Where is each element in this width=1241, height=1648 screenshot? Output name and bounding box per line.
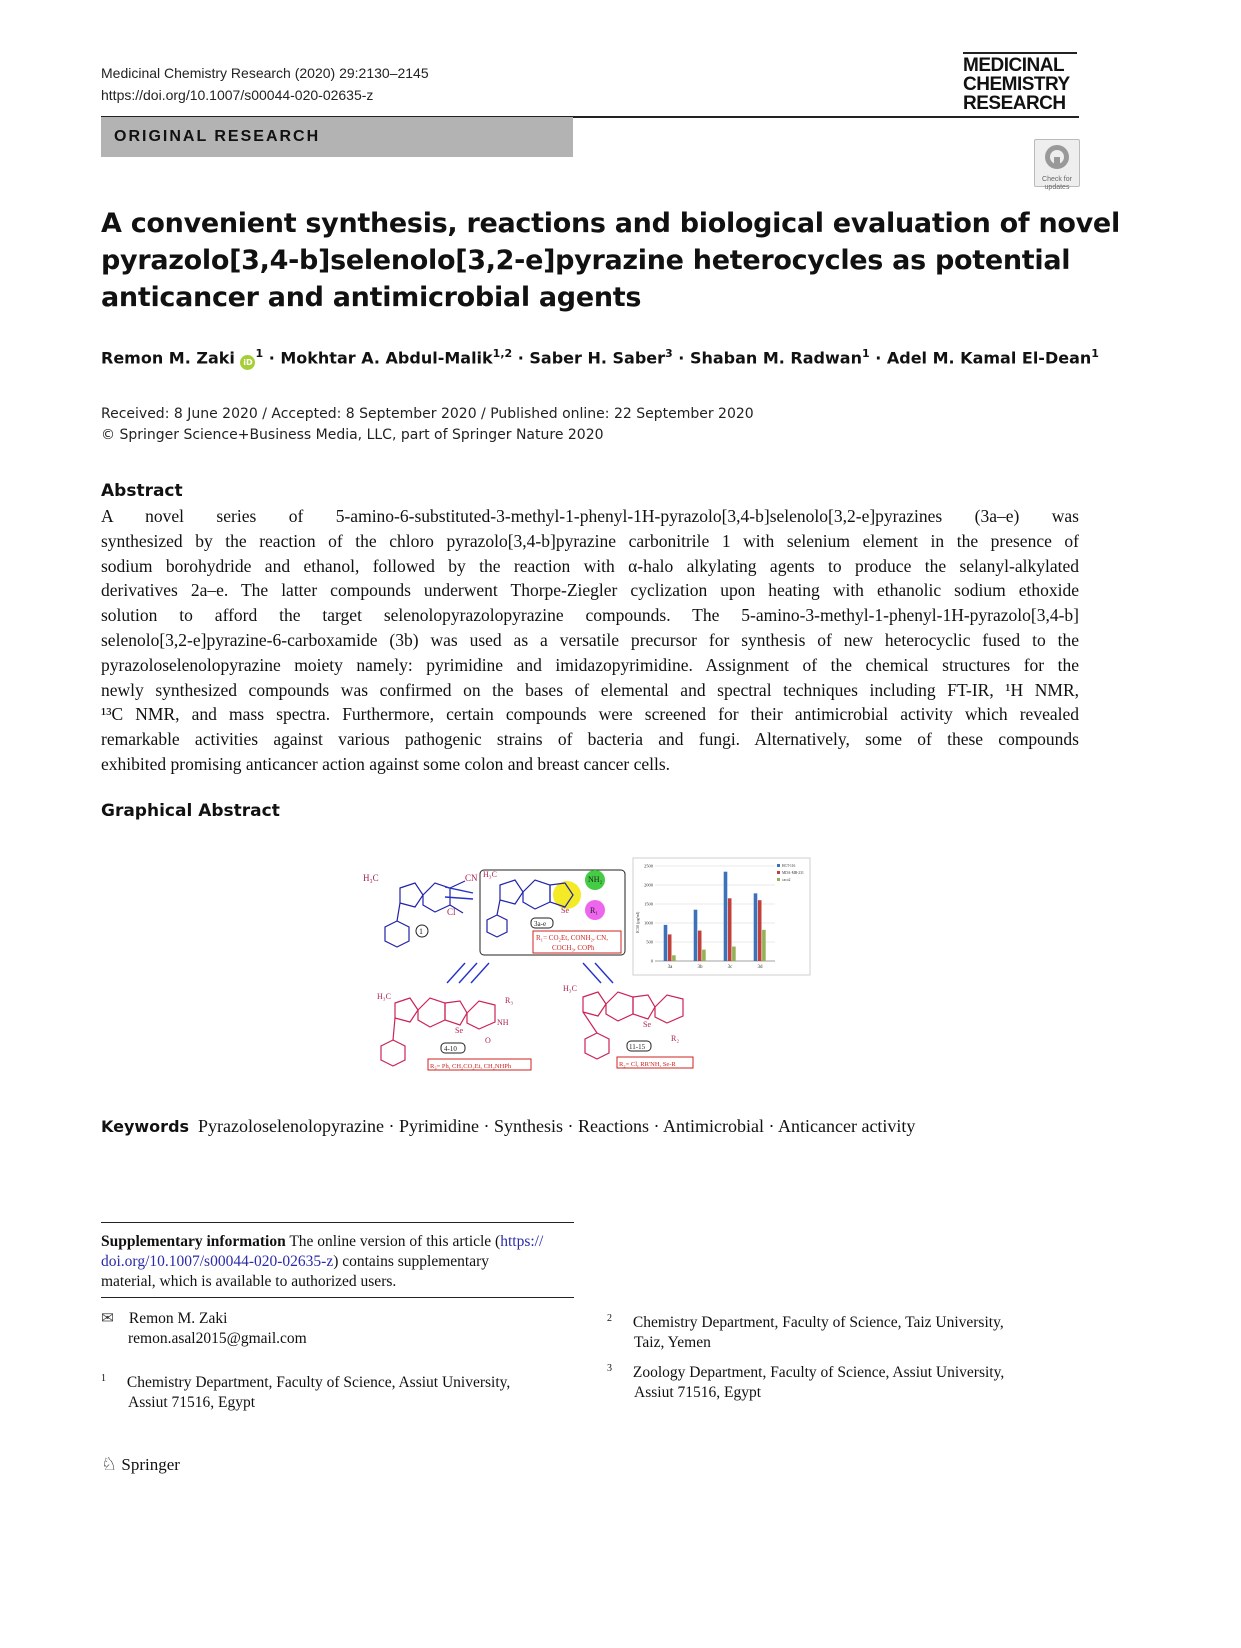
label-cn: CN [465,873,478,883]
keyword: Pyrimidine [398,1116,479,1136]
supplementary-link[interactable]: doi.org/10.1007/s00044-020-02635-z [101,1253,334,1270]
chart-xtick-label: 3b [697,965,703,970]
chart-bar [698,931,702,961]
abstract-body [101,504,1079,777]
label-cmpd3: 3a-e [534,920,547,928]
r3-box-text: R₃= Ph, CH₂CO₂Et, CH₂NHPh [430,1063,512,1070]
chart-bar [758,900,762,961]
author-name[interactable]: Mokhtar A. Abdul-Malik [280,348,493,368]
abstract-line: remarkable activities against various pathogenic strains of bacteria and fungi. Alternatively, some of these compounds [101,729,1079,750]
label-o: O [485,1036,491,1045]
email-icon: ✉ [101,1310,114,1327]
author-name[interactable]: Saber H. Saber [529,348,666,368]
graphical-abstract-figure [355,855,815,1080]
chart-bar [668,934,672,961]
abstract-line: newly synthesized compounds was confirmed on the bases of elemental and spectral techniques including FT-IR, ¹H NMR, [101,679,1079,700]
label-se: Se [455,1026,463,1035]
chart-bar [724,872,728,961]
label-cmpd4: 4-10 [444,1045,457,1053]
footnote-rule-top [101,1222,574,1223]
abstract-line: pyrazoloselenolopyrazine moiety namely: pyrimidine and imidazopyrimidine. Assignment of the chemical structures for the [101,654,1079,675]
label-h3c: H₃C [563,984,577,993]
keyword-separator: · [483,1116,490,1136]
r1-box-line-1: R₁= CO₂Et, CONH₂, CN, [536,934,608,942]
phenyl-ring [385,921,409,947]
label-r2: R₂ [671,1034,680,1043]
chart-ytick-label: 2000 [644,882,653,888]
abstract-line: selenolo[3,2-e]pyrazine-6-carboxamide (3b) was used as a versatile precursor for synthesis of new heterocyclic fused to the [101,629,1079,650]
title-line-3: anticancer and antimicrobial agents [101,282,642,313]
footnote-rule-bottom [101,1297,574,1298]
affiliation-text: Taiz, Yemen [634,1334,711,1352]
chart-bar [664,925,668,961]
author-name[interactable]: Remon M. Zaki [101,348,235,368]
r1-box-line-2: COCH₃, COPh [552,944,595,952]
chart-legend-label: HCT-116 [782,864,796,868]
affiliation-1 [101,1369,510,1413]
supplementary-label: Supplementary information [101,1233,286,1250]
chart-legend-swatch [777,864,780,867]
abstract-line: synthesized by the reaction of the chloro pyrazolo[3,4-b]pyrazine carbonitrile 1 with selenium element in the presence of [101,530,1079,551]
keyword: Reactions [578,1116,649,1136]
corresponding-author: Remon M. Zaki [128,1310,228,1327]
supplementary-info [101,1232,576,1292]
chart-legend-label: MDA-MB-231 [782,871,804,875]
logo-line-3: RESEARCH [963,93,1066,114]
keyword: Pyrazoloselenolopyrazine [198,1116,384,1136]
affiliation-3 [607,1359,1004,1403]
compound-4-structure [381,998,495,1066]
keywords-label: Keywords [101,1117,190,1136]
supplementary-text: The online version of this article ( [285,1233,501,1250]
author-name[interactable]: Adel M. Kamal El-Dean [886,348,1092,368]
chart-bar [672,955,676,961]
chart-ytick-label: 1500 [644,901,653,907]
chart-legend-swatch [777,878,780,881]
section-label: ORIGINAL RESEARCH [101,117,573,157]
affiliation-text: Assiut 71516, Egypt [128,1394,256,1412]
chart-bar [762,930,766,961]
label-cmpd1: 1 [419,927,423,936]
ic50-bar-chart [633,858,810,975]
chart-frame [633,858,810,975]
logo-line-1: MEDICINAL [963,55,1065,76]
author-affil: 1 [1091,347,1099,360]
check-updates-badge[interactable] [1034,139,1080,191]
chart-ytick-label: 1000 [644,920,653,926]
supplementary-text: ) contains supplementary [333,1253,490,1270]
chart-xtick-label: 3c [727,965,733,970]
check-updates-text: Check for updates [1042,176,1072,191]
affiliation-number: 3 [607,1363,612,1374]
chart-ylabel: IC50 (µg/ml) [635,911,640,933]
keywords-line [101,1116,915,1137]
chart-bar [732,947,736,961]
author-affil: 1 [861,347,870,360]
pyrazole-ring [400,883,423,907]
chart-xtick-label: 3a [667,965,673,970]
keyword: Synthesis [493,1116,563,1136]
article-title [101,205,1120,316]
label-h3c: H₃C [483,870,497,879]
label-se: Se [643,1020,651,1029]
label-h3c: H₃C [377,992,391,1001]
chart-legend-swatch [777,871,780,874]
abstract-line: solution to afford the target selenolopyrazolopyrazine compounds. The 5-amino-3-methyl-1-phenyl-1H-pyrazolo[3,4-b] [101,605,1079,626]
supplementary-text: material, which is available to authorized users. [101,1273,397,1290]
author-affil: 1 [255,347,264,360]
journal-citation: Medicinal Chemistry Research (2020) 29:2130–2145 [101,65,429,81]
chart-ytick-label: 0 [650,958,653,964]
abstract-line: derivatives 2a–e. The latter compounds underwent Thorpe-Ziegler cyclization upon heating with ethanolic sodium ethoxide [101,580,1079,601]
author-affil: 1,2 [492,347,513,360]
chart-bar [702,950,706,961]
label-h3c: H₃C [363,873,379,883]
doi-link[interactable]: https://doi.org/10.1007/s00044-020-02635-z [101,87,374,103]
corresponding-email[interactable]: remon.asal2015@gmail.com [128,1330,307,1347]
author-name[interactable]: Shaban M. Radwan [689,348,862,368]
affiliation-text: Assiut 71516, Egypt [634,1384,762,1402]
title-line-2: pyrazolo[3,4-b]selenolo[3,2-e]pyrazine heterocycles as potential [101,245,1071,276]
author-list: Remon M. Zaki $iD^1$ · Mokhtar A. Abdul-Malik$^{1,2}$ · Saber H. Saber$^3$ · Shaban M. Radwan$^1$ · Adel M. Kamal El-Dean$^1$ [101,347,1099,370]
label-nh: NH [497,1018,509,1027]
chart-bar [754,893,758,961]
title-line-1: A convenient synthesis, reactions and biological evaluation of novel [101,208,1120,239]
keyword: Antimicrobial [663,1116,764,1136]
affiliation-number: 2 [607,1313,612,1324]
keyword-separator: · [768,1116,775,1136]
chart-legend-label: caco2 [782,878,791,882]
label-r3: R₃ [505,996,514,1005]
abstract-line: sodium borohydride and ethanol, followed by the reaction with α-halo alkylating agents to produce the selanyl-alkylated [101,555,1079,576]
chart-bar [728,898,732,961]
abstract-line: exhibited promising anticancer action against some colon and breast cancer cells. [101,753,671,774]
abstract-line: ¹³C NMR, and mass spectra. Furthermore, certain compounds were screened for their antimicrobial activity which revealed [101,704,1079,725]
label-nh2: NH₂ [588,875,603,884]
label-se: Se [561,906,569,915]
publication-dates: Received: 8 June 2020 / Accepted: 8 September 2020 / Published online: 22 September 2020 [101,406,754,422]
springer-horse-icon: ♘ [101,1454,118,1474]
label-cl: Cl [447,907,456,917]
check-updates-icon [1043,143,1071,171]
copyright-line: © Springer Science+Business Media, LLC, part of Springer Nature 2020 [101,427,604,443]
label-cmpd11: 11-15 [629,1043,646,1051]
affiliation-text: Chemistry Department, Faculty of Science, Assiut University, [126,1374,511,1392]
affiliation-number: 1 [101,1373,106,1384]
logo-line-2: CHEMISTRY [963,74,1070,95]
journal-logo [963,52,1077,113]
publisher-name: Springer [121,1455,180,1474]
label-r1: R₁ [590,906,599,915]
supplementary-link[interactable]: https:// [500,1233,544,1250]
keyword: Anticancer activity [778,1116,916,1136]
chart-ytick-label: 2500 [644,863,653,869]
affiliation-text: Zoology Department, Faculty of Science, Assiut University, [632,1364,1005,1382]
keyword-separator: · [567,1116,574,1136]
affiliation-2 [607,1309,1004,1353]
correspondence [101,1309,307,1349]
abstract-heading: Abstract [101,481,183,501]
graphical-abstract-heading: Graphical Abstract [101,801,280,821]
publisher-footer [101,1454,180,1475]
chart-bar [694,910,698,961]
abstract-line: A novel series of 5-amino-6-substituted-3-methyl-1-phenyl-1H-pyrazolo[3,4-b]selenolo[3,2-e]pyrazines (3a–e) was [101,506,1079,526]
r2-box-text: R₂= Cl, RR'NH, Se-R [619,1061,676,1068]
author-affil: 3 [665,347,673,360]
chart-xtick-label: 3d [757,965,763,970]
affiliation-text: Chemistry Department, Faculty of Science, Taiz University, [632,1314,1004,1332]
keyword-separator: · [653,1116,660,1136]
orcid-icon[interactable]: iD [240,355,255,370]
keyword-separator: · [388,1116,395,1136]
chart-ytick-label: 500 [646,939,653,945]
